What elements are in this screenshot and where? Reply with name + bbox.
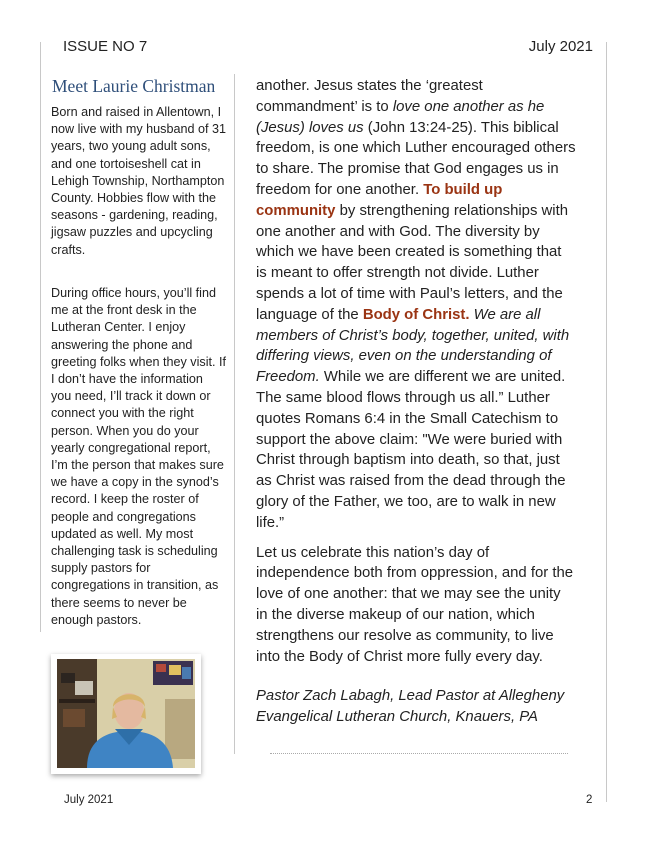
header-date: July 2021 <box>528 38 593 55</box>
sidebar-paragraph-bio: Born and raised in Allentown, I now live with my husband of 31 years, two young adult sons, and one tortoiseshell cat in Lehigh Township, Northampton County. Hobbies flow with the seasons - gardening, reading, jigsaw puzzles and upcycling crafts. <box>51 105 227 257</box>
sidebar-title: Meet Laurie Christman <box>52 76 216 96</box>
portrait-image <box>57 659 195 768</box>
page-right-rule <box>606 42 607 802</box>
article-body <box>256 76 576 667</box>
page-number: 2 <box>586 794 593 806</box>
author-signature: Pastor Zach Labagh, Lead Pastor at Allegheny Evangelical Lutheran Church, Knauers, PA <box>256 688 565 725</box>
footer-date: July 2021 <box>64 794 114 806</box>
issue-number: ISSUE NO 7 <box>63 38 148 55</box>
portrait-photo <box>51 654 201 774</box>
highlight-body-of-christ: Body of Christ. <box>362 306 470 323</box>
article-paragraph-2: Let us celebrate this nation’s day of independence both from oppression, and for the love of one another: that we may see the unity in the diverse makeup of our nation, which strengthens our resolve as community, to live into the Body of Christ more fully every day. <box>256 544 574 665</box>
highlight-community: To build up community <box>256 181 503 219</box>
column-divider <box>234 74 235 754</box>
sidebar-paragraph-role: During office hours, you’ll find me at the front desk in the Lutheran Center. I enjoy answering the phone and greeting folks when they visit. If I don’t have the information you need, I’ll track it down or connect you with the right person. When you do your yearly congregational report, I’m the person that makes sure we have a copy in the synod’s record. I keep the roster of people and congregations updated as well. My most challenging task is scheduling supply pastors for congregations in transition, as there seems to never be enough pastors. <box>51 286 226 627</box>
article-paragraph-1: another. Jesus states the ‘greatest commandment’ is to love one another as he (Jesus) loves us (John 13:24-25). This biblical freedom, is one which Luther encouraged others to share. The promise that God engages us in freedom for one another. To build up community by strengthening relationships with one another and with God. The diversity by which we have been created is something that is meant to offer strength not divide. Luther spends a lot of time with Paul’s letters, and the language of the Body of Christ. We are all members of Christ’s body, together, united, with differing views, even on the understanding of Freedom. While we are different we are united. The same blood flows through us all.” Luther quotes Romans 6:4 in the Small Catechism to support the above claim: "We were buried with Christ through baptism into death, so that, just as Christ was raised from the dead through the glory of the Father, we too, are to walk in new life.” <box>256 78 576 531</box>
dotted-divider <box>270 753 568 754</box>
page-left-rule <box>40 42 41 632</box>
